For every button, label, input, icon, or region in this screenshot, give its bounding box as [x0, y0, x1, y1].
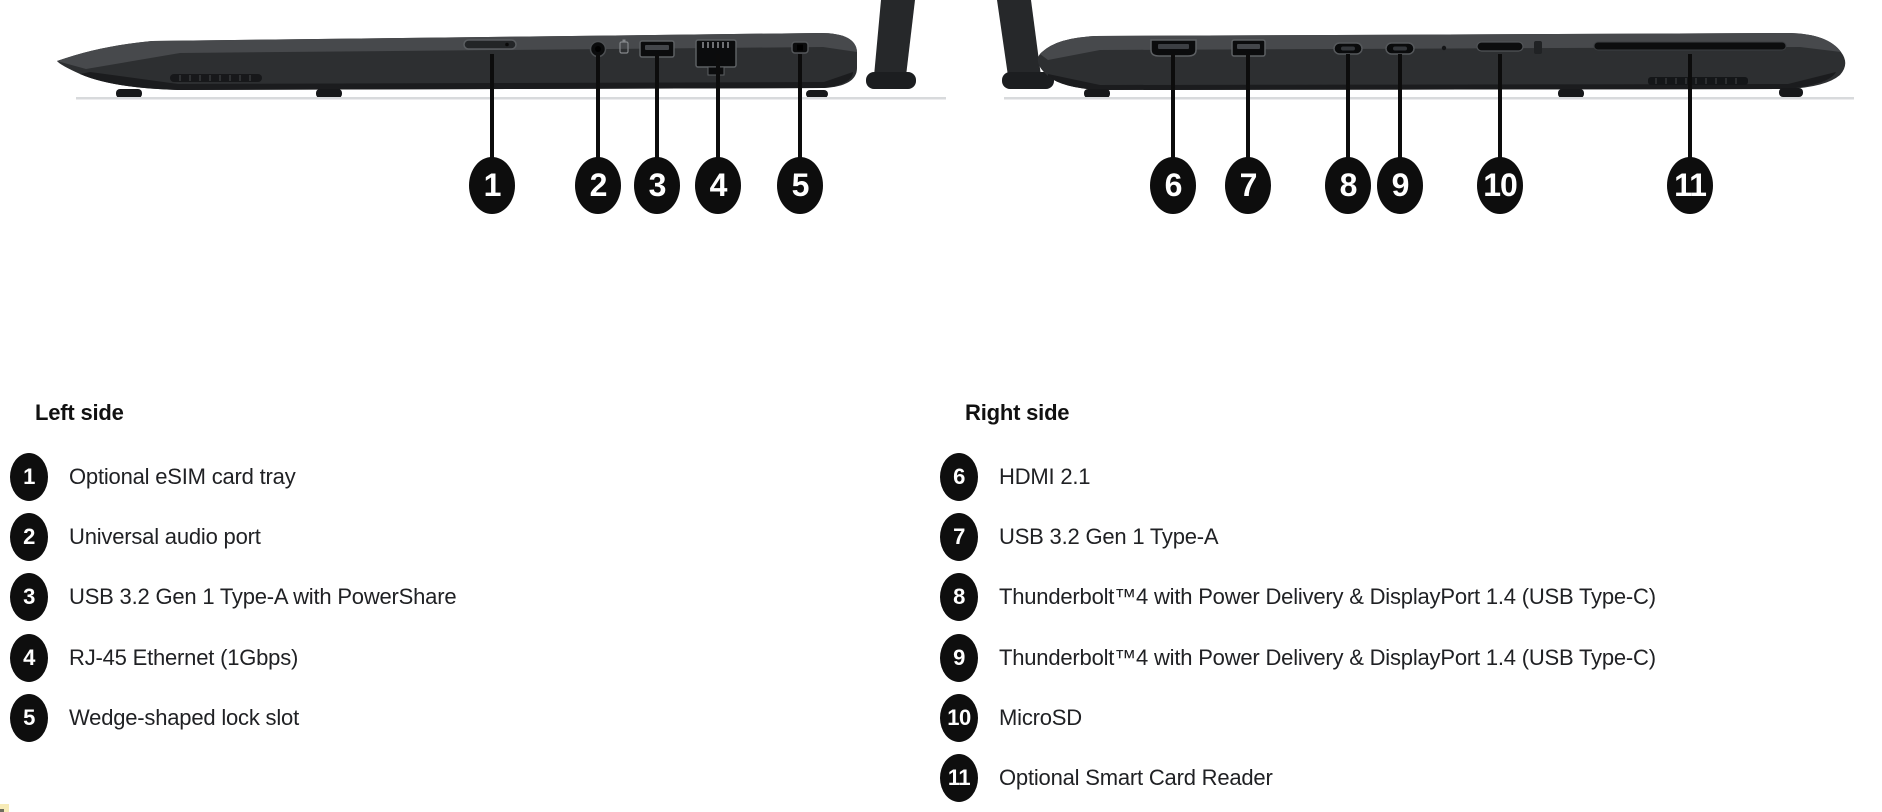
callout — [1477, 0, 1523, 220]
callout-number-bubble — [1150, 157, 1196, 214]
corner-artifact — [0, 804, 9, 812]
legend-item — [10, 507, 830, 567]
callout-number-bubble — [1477, 157, 1523, 214]
legend-item-label: Optional Smart Card Reader — [999, 764, 1273, 790]
callout-leader-line — [798, 54, 802, 162]
legend-item — [10, 627, 830, 687]
callout — [1150, 0, 1196, 220]
legend-item-number-badge — [10, 453, 48, 501]
callout-leader-line — [716, 54, 720, 162]
callout-leader-line — [1398, 54, 1402, 162]
legend-item — [940, 748, 1760, 808]
legend-item-label: HDMI 2.1 — [999, 463, 1091, 489]
callout-leader-line — [1246, 54, 1250, 162]
legend-item-number: 1 — [23, 463, 35, 489]
callout-number: 8 — [1339, 167, 1357, 203]
callout — [469, 0, 515, 220]
callout-number: 11 — [1674, 167, 1706, 203]
callout-leader-line — [1171, 54, 1175, 162]
callout-leader-line — [1346, 54, 1350, 162]
legend-item — [940, 627, 1760, 687]
legend-item-number-badge — [940, 694, 978, 742]
callout — [695, 0, 741, 220]
legend-item-label: Thunderbolt™4 with Power Delivery & DisplayPort 1.4 (USB Type-C) — [999, 584, 1656, 610]
legend-item-number: 2 — [23, 524, 35, 550]
legend-item-label: Wedge-shaped lock slot — [69, 704, 299, 730]
legend-item-number: 8 — [953, 584, 965, 610]
legend-item-label: Universal audio port — [69, 524, 261, 550]
legend-item-label: RJ-45 Ethernet (1Gbps) — [69, 644, 299, 670]
legend-item-number-badge — [940, 573, 978, 621]
callout-number: 5 — [791, 167, 809, 203]
callout-number: 6 — [1164, 167, 1182, 203]
callout-number: 10 — [1483, 167, 1517, 203]
right-side-heading: Right side — [965, 400, 1070, 425]
legend-item-number-badge — [940, 634, 978, 682]
legend-item — [10, 567, 830, 627]
callouts-layer — [0, 0, 1882, 240]
right-side-list — [940, 447, 1760, 808]
callout-number-bubble — [575, 157, 621, 214]
callout-number-bubble — [1325, 157, 1371, 214]
callout-leader-line — [1498, 54, 1502, 162]
legend-item-number: 10 — [947, 704, 971, 730]
legend-item-number: 4 — [23, 644, 35, 670]
left-side-list — [10, 447, 830, 748]
legend-item — [10, 688, 830, 748]
callout-number-bubble — [1667, 157, 1713, 214]
legend-right-side — [940, 398, 1760, 808]
legend-item-number: 5 — [23, 704, 35, 730]
callout — [777, 0, 823, 220]
legend-item — [940, 688, 1760, 748]
callout-number: 1 — [483, 167, 501, 203]
legend-left-side — [10, 398, 830, 748]
legend-item-label: Optional eSIM card tray — [69, 463, 296, 489]
callout — [634, 0, 680, 220]
callout-leader-line — [490, 54, 494, 162]
legend-item-number: 6 — [953, 463, 965, 489]
callout-number-bubble — [634, 157, 680, 214]
callout-number-bubble — [695, 157, 741, 214]
left-side-heading: Left side — [35, 400, 124, 425]
legend-item-label: USB 3.2 Gen 1 Type-A — [999, 524, 1219, 550]
legend-item-number-badge — [10, 573, 48, 621]
callout-number: 4 — [709, 167, 727, 203]
legend-item-number: 11 — [947, 764, 971, 790]
legend-item-label: MicroSD — [999, 704, 1082, 730]
legend-item — [940, 567, 1760, 627]
legend-item-number-badge — [940, 513, 978, 561]
legend-item-number-badge — [10, 694, 48, 742]
legend-item-number: 7 — [953, 524, 965, 550]
legend-item-number-badge — [940, 754, 978, 802]
callout — [1667, 0, 1713, 220]
legend-item-number-badge — [940, 453, 978, 501]
callout — [1225, 0, 1271, 220]
callout — [575, 0, 621, 220]
callout — [1377, 0, 1423, 220]
legend-item — [940, 507, 1760, 567]
callout-number-bubble — [469, 157, 515, 214]
callout — [1325, 0, 1371, 220]
callout-leader-line — [1688, 54, 1692, 162]
callout-leader-line — [596, 54, 600, 162]
callout-number-bubble — [1225, 157, 1271, 214]
legend-item-number-badge — [10, 634, 48, 682]
callout-number: 9 — [1391, 167, 1409, 203]
callout-leader-line — [655, 54, 659, 162]
callout-number-bubble — [777, 157, 823, 214]
legend-item-label: Thunderbolt™4 with Power Delivery & DisplayPort 1.4 (USB Type-C) — [999, 644, 1656, 670]
callout-number: 2 — [589, 167, 607, 203]
legend-item-label: USB 3.2 Gen 1 Type-A with PowerShare — [69, 584, 457, 610]
legend-item — [940, 447, 1760, 507]
callout-number-bubble — [1377, 157, 1423, 214]
legend-item-number: 3 — [23, 584, 35, 610]
legend-item — [10, 447, 830, 507]
legend-item-number-badge — [10, 513, 48, 561]
callout-number: 3 — [648, 167, 666, 203]
callout-number: 7 — [1239, 167, 1257, 203]
legend-item-number: 9 — [953, 644, 965, 670]
